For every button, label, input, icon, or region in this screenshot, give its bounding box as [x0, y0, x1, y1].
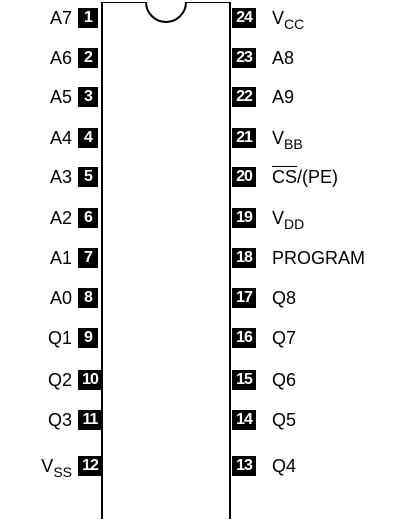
pin-12-number: 12 — [78, 456, 102, 476]
pin-12-label — [41, 456, 72, 482]
pin-10-label — [48, 370, 72, 390]
left-labels — [0, 0, 72, 521]
pin-14-label — [272, 410, 296, 430]
pin-17-number: 17 — [232, 288, 256, 308]
pin-label-text: /(PE) — [297, 167, 339, 187]
pin-label-text: A6 — [49, 48, 72, 68]
pin-label-text: A7 — [49, 8, 72, 28]
pin-label-subscript: BB — [284, 136, 303, 152]
chip-outline — [102, 2, 230, 519]
pin-label-text: V — [272, 128, 285, 148]
pin-11-label — [48, 410, 72, 430]
pin-label-text: Q1 — [47, 328, 72, 348]
pin-19-label — [272, 208, 304, 234]
pin-label-text: Q7 — [272, 328, 297, 348]
pin-8-label — [50, 288, 72, 308]
pin-label-text: A4 — [49, 128, 72, 148]
pin-4-label — [50, 128, 72, 148]
pin-label-text: Q4 — [272, 456, 297, 476]
pin-label-text: V — [41, 456, 54, 476]
pin-label-overline: $\overline{CS}$ — [272, 167, 298, 187]
pin-18-number: 18 — [232, 248, 256, 268]
pin-24-label — [272, 8, 304, 34]
pin-17-label — [272, 288, 296, 308]
pin-label-text: A3 — [49, 167, 72, 187]
pin-20-number: 20 — [232, 167, 256, 187]
pin-21-label — [272, 128, 303, 154]
pin-4-number: 4 — [78, 128, 98, 148]
pin-16-label — [272, 328, 296, 348]
pin-15-label — [272, 370, 296, 390]
pin-5-label — [50, 167, 72, 187]
pin-label-text: A9 — [272, 87, 295, 107]
pin-3-number: 3 — [78, 87, 98, 107]
pin-8-number: 8 — [78, 288, 98, 308]
pin-20-label — [272, 167, 338, 187]
pin-label-text: Q3 — [47, 410, 72, 430]
pin-label-text: A1 — [49, 248, 72, 268]
pin-label-subscript: DD — [284, 216, 305, 232]
chip-body — [100, 2, 232, 519]
pin-3-label — [50, 87, 72, 107]
pin-22-number: 22 — [232, 87, 256, 107]
pin-6-label — [50, 208, 72, 228]
pin-label-text: V — [272, 208, 285, 228]
pin-label-text: A2 — [49, 208, 72, 228]
pin-9-label — [48, 328, 72, 348]
pin-21-number: 21 — [232, 128, 256, 148]
pin-13-number: 13 — [232, 456, 256, 476]
pin-22-label — [272, 87, 294, 107]
pin-label-text: Q2 — [47, 370, 72, 390]
pin-label-text: A8 — [272, 48, 295, 68]
pin-label-text: V — [272, 8, 285, 28]
pin-label-text: Q6 — [272, 370, 297, 390]
pin-23-label — [272, 48, 294, 68]
pin-2-number: 2 — [78, 48, 98, 68]
pin-label-subscript: CC — [284, 16, 305, 32]
pin-label-text: Q5 — [272, 410, 297, 430]
pin-14-number: 14 — [232, 410, 256, 430]
pin-2-label — [50, 48, 72, 68]
pin-1-label — [50, 8, 72, 28]
pin-9-number: 9 — [78, 328, 98, 348]
pin-19-number: 19 — [232, 208, 256, 228]
pin-10-number: 10 — [78, 370, 102, 390]
pin-13-label — [272, 456, 296, 476]
pin-label-text: PROGRAM — [272, 248, 366, 268]
pin-label-text: Q8 — [272, 288, 297, 308]
pin-5-number: 5 — [78, 167, 98, 187]
pin-label-subscript: SS — [53, 464, 72, 480]
pin-11-number: 11 — [78, 410, 102, 430]
pin-23-number: 23 — [232, 48, 256, 68]
pin-16-number: 16 — [232, 328, 256, 348]
pin-7-number: 7 — [78, 248, 98, 268]
pin-15-number: 15 — [232, 370, 256, 390]
pin-label-text: A0 — [49, 288, 72, 308]
pin-label-text: A5 — [49, 87, 72, 107]
pin-6-number: 6 — [78, 208, 98, 228]
pin-1-number: 1 — [78, 8, 98, 28]
pin-24-number: 24 — [232, 8, 256, 28]
pin-18-label — [272, 248, 365, 268]
pin-7-label — [50, 248, 72, 268]
